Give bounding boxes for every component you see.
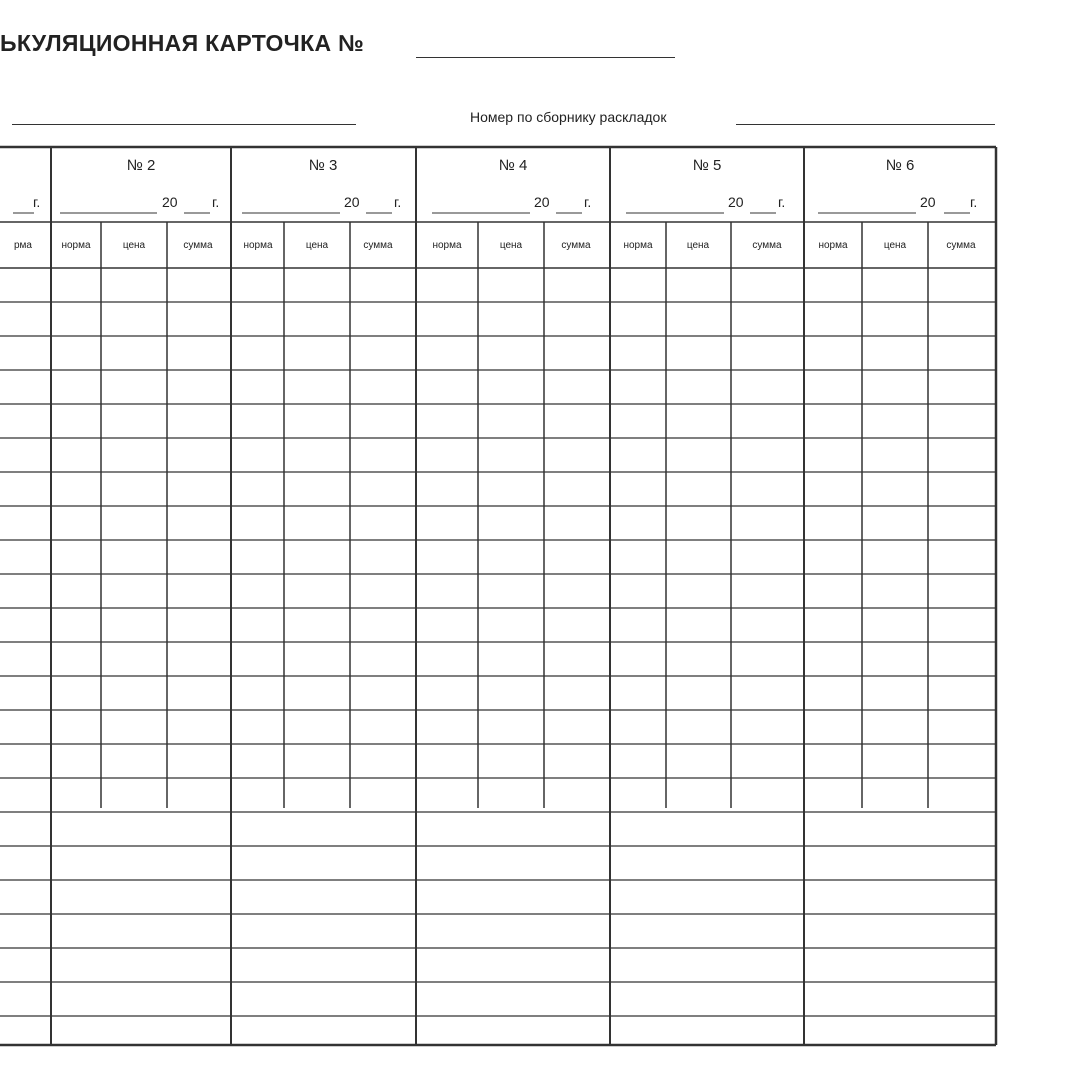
column-header-number: № 4 [498,157,528,174]
subheader-norm: норма [818,240,848,251]
recipe-number-label: Номер по сборнику раскладок [470,109,667,125]
cut-column-subheader: рма [14,240,32,251]
column-date-year-suffix: г. [778,194,786,210]
column-header-number: № 6 [885,157,915,174]
subheader-norm: норма [61,240,91,251]
document-title: ЬКУЛЯЦИОННАЯ КАРТОЧКА № [0,30,365,56]
cut-column-date-suffix: г. [33,194,41,210]
column-date-year-suffix: г. [970,194,978,210]
subheader-norm: норма [623,240,653,251]
subheader-sum: сумма [183,240,213,251]
subheader-sum: сумма [946,240,976,251]
subheader-sum: сумма [363,240,393,251]
subheader-price: цена [686,240,710,251]
subheader-sum: сумма [752,240,782,251]
column-date-year-prefix: 20 [162,194,178,210]
column-date-year-prefix: 20 [920,194,936,210]
column-date-year-prefix: 20 [728,194,744,210]
subheader-price: цена [305,240,329,251]
column-date-year-suffix: г. [394,194,402,210]
column-date-year-prefix: 20 [344,194,360,210]
column-header-number: № 3 [308,157,338,174]
column-date-year-suffix: г. [212,194,220,210]
subheader-price: цена [499,240,523,251]
column-date-year-suffix: г. [584,194,592,210]
subheader-price: цена [122,240,146,251]
column-header-number: № 5 [692,157,722,174]
subheader-sum: сумма [561,240,591,251]
subheader-norm: норма [432,240,462,251]
column-header-number: № 2 [126,157,156,174]
subheader-norm: норма [243,240,273,251]
column-date-year-prefix: 20 [534,194,550,210]
subheader-price: цена [883,240,907,251]
